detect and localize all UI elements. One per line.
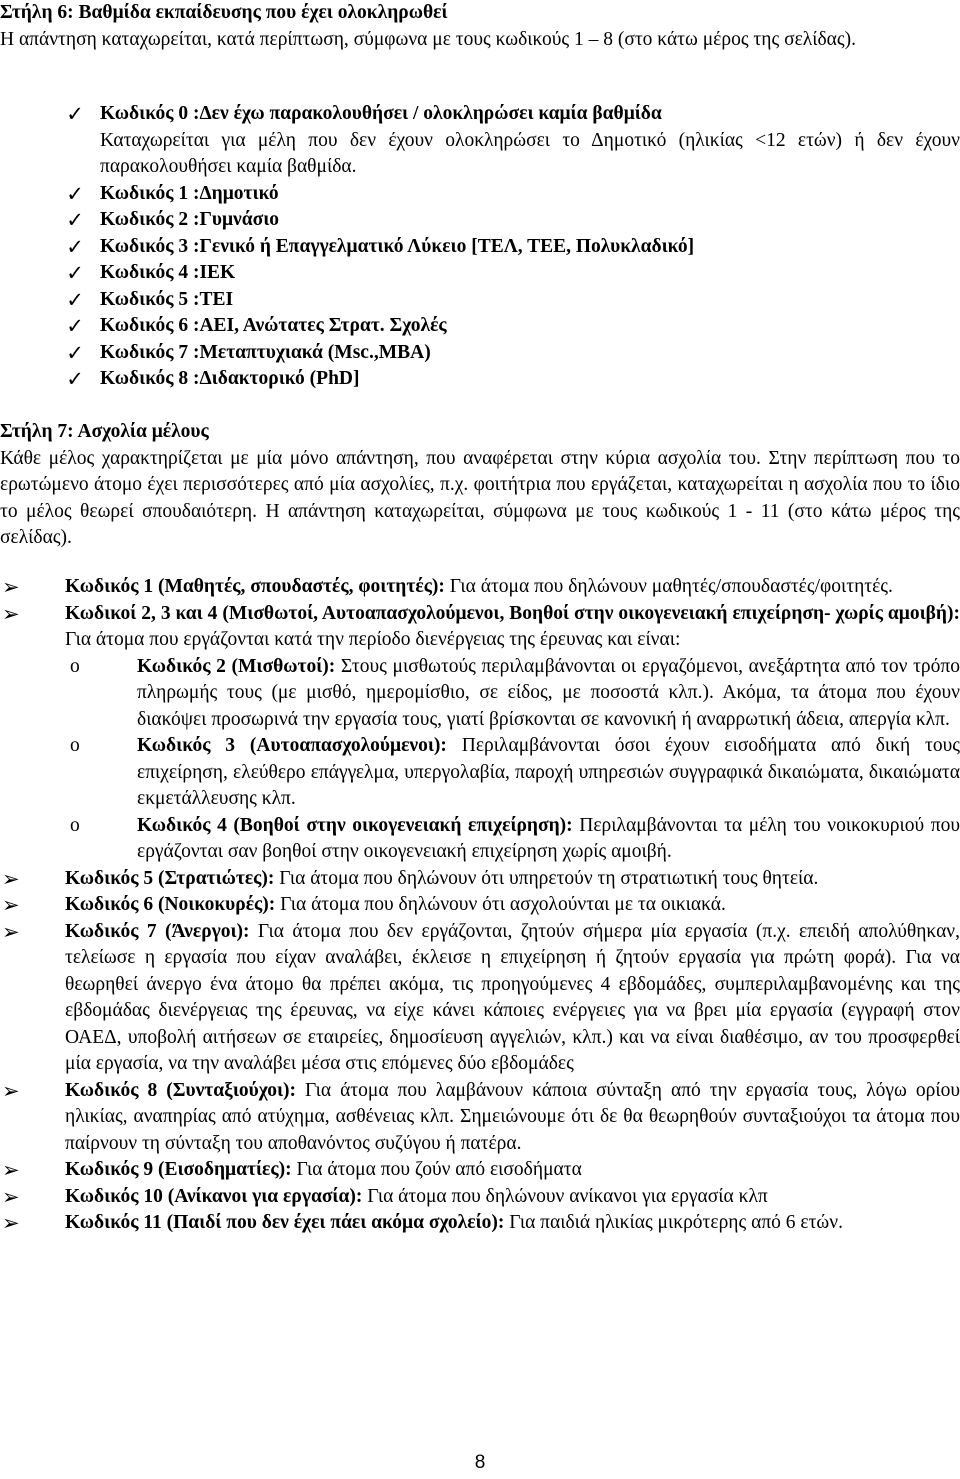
- list-item: [0, 1157, 960, 1184]
- circle-bullet-icon: o: [70, 814, 80, 836]
- list-item-text: Για παιδιά ηλικίας μικρότερης από 6 ετών.: [504, 1212, 843, 1233]
- list-item-title: Κωδικός 7 :Μεταπτυχιακά (Msc.,MBA): [100, 341, 431, 363]
- section-7: [0, 419, 960, 552]
- section-6-title: Στήλη 6: Βαθμίδα εκπαίδευσης που έχει ολοκληρωθεί: [0, 2, 448, 23]
- list-item-title: Κωδικός 6 (Νοικοκυρές):: [65, 894, 276, 915]
- sub-item-text: Περιλαμβάνονται όσοι έχουν εισοδήματα από δική τους επιχείρηση, ελεύθερο επάγγελμα, υπεργολαβία, παροχή υπηρεσιών συγγραφικά δικαιώματα, δικαιώματα εκμετάλλευσης κλπ.: [137, 735, 960, 809]
- arrow-bullet-icon: ➢: [2, 1078, 20, 1103]
- list-item-text: Καταχωρείται για μέλη που δεν έχουν ολοκληρώσει το Δημοτικό (ηλικίας <12 ετών) ή δεν έχουν παρακολουθήσει καμία βαθμίδα.: [100, 129, 960, 177]
- list-item: [0, 234, 960, 261]
- sub-item-text: Στους μισθωτούς περιλαμβάνονται οι εργαζόμενοι, ανεξάρτητα από τον τρόπο πληρωμής τους (με μισθό, ημερομίσθιο, σε είδος, με ποσοστά κλπ.). Ακόμα, τα άτομα που έχουν διακόψει προσωρινά την εργασία τους, γιατί βρίσκονται σε κανονική ή αναρρωτική άδεια, απεργία κλπ.: [137, 655, 960, 730]
- arrow-bullet-icon: ➢: [2, 1211, 20, 1235]
- checkmark-icon: ✓: [66, 261, 84, 285]
- checkmark-icon: ✓: [66, 314, 84, 338]
- list-item: [0, 1184, 960, 1211]
- list-item: [0, 866, 960, 893]
- list-item-title: Κωδικός 1 (Μαθητές, σπουδαστές, φοιτητές):: [65, 576, 445, 597]
- list-item-title: Κωδικός 3 :Γενικό ή Επαγγελματικό Λύκειο [ΤΕΛ, ΤΕΕ, Πολυκλαδικό]: [100, 235, 695, 257]
- list-item-title: Κωδικός 10 (Ανίκανοι για εργασία):: [65, 1185, 363, 1207]
- list-item: [0, 207, 960, 234]
- checkmark-icon: ✓: [66, 181, 84, 206]
- sub-item-title: Κωδικός 2 (Μισθωτοί):: [137, 655, 336, 677]
- sub-list-item: [0, 733, 960, 813]
- checkmark-icon: ✓: [66, 287, 84, 312]
- section-7-title: Στήλη 7: Ασχολία μέλους: [0, 421, 209, 442]
- arrow-bullet-icon: ➢: [2, 575, 20, 599]
- list-item: [0, 601, 960, 654]
- list-item-text: Για άτομα που δηλώνουν ότι υπηρετούν τη στρατιωτική τους θητεία.: [274, 867, 819, 889]
- arrow-bullet-icon: ➢: [2, 866, 20, 891]
- list-item-title: Κωδικός 4 :ΙΕΚ: [100, 262, 236, 283]
- list-item: [0, 340, 960, 367]
- list-item-title: Κωδικός 11 (Παιδί που δεν έχει πάει ακόμα σχολείο):: [65, 1212, 505, 1233]
- sub-item-title: Κωδικός 3 (Αυτοαπασχολούμενοι):: [137, 735, 447, 756]
- list-item-title: Κωδικός 5 :ΤΕΙ: [100, 288, 234, 310]
- list-item: [0, 574, 960, 601]
- section-6: [0, 0, 960, 53]
- sub-item-text: Περιλαμβάνονται τα μέλη του νοικοκυριού που εργάζονται σαν βοηθοί στην οικογενειακή επιχείρηση χωρίς αμοιβή.: [137, 814, 960, 862]
- list-item: [0, 366, 960, 393]
- page-number: 8: [474, 1452, 486, 1473]
- list-item-title: Κωδικός 0 :Δεν έχω παρακολουθήσει / ολοκληρώσει καμία βαθμίδα: [100, 103, 662, 124]
- list-item-title: Κωδικός 8 (Συνταξιούχοι):: [65, 1079, 297, 1101]
- checkmark-icon: ✓: [66, 208, 84, 232]
- list-item: [0, 181, 960, 208]
- sub-list-item: [0, 654, 960, 734]
- section-6-text: Η απάντηση καταχωρείται, κατά περίπτωση, σύμφωνα με τους κωδικούς 1 – 8 (στο κάτω μέρος της σελίδας).: [0, 28, 856, 50]
- list-item: [0, 1078, 960, 1158]
- arrow-bullet-icon: ➢: [2, 601, 20, 626]
- arrow-bullet-icon: ➢: [2, 1184, 20, 1209]
- list-item-title: Κωδικός 1 :Δημοτικό: [100, 182, 279, 204]
- checkmark-icon: ✓: [66, 367, 84, 391]
- list-item-text: Για άτομα που ζούν από εισοδήματα: [291, 1159, 582, 1180]
- circle-bullet-icon: o: [70, 655, 80, 677]
- arrow-bullet-icon: ➢: [2, 893, 20, 917]
- list-item: [0, 1210, 960, 1237]
- list-item-title: Κωδικός 2 :Γυμνάσιο: [100, 209, 280, 230]
- list-item-title: Κωδικός 9 (Εισοδηματίες):: [65, 1159, 292, 1180]
- list-item: [0, 101, 960, 181]
- list-item-text: Για άτομα που λαμβάνουν κάποια σύνταξη από την εργασία τους, λόγω ορίου ηλικίας, αναπηρίας από ατύχημα, ασθένειας κλπ. Σημειώνουμε ότι δε θα θεωρηθούν συνταξιούχοι τα άτομα που παίρνουν τη σύνταξη του αποθανόντος συζύγου ή πατέρα.: [65, 1079, 960, 1154]
- list-item-text: Για άτομα που δεν εργάζονται, ζητούν σήμερα μία εργασία (π.χ. επειδή απολύθηκαν, τελείωσε η εργασία που είχαν αναλάβει, έκλεισε η επιχείρηση ή ζητούν εργασία για πρώτη φορά). Για να θεωρηθεί άνεργο ένα άτομο θα πρέπει ακόμα, τις προηγούμενες 4 εβδομάδες, συμπεριλαμβανομένης και της εβδομάδας διενέργειας της έρευνας, να είχε κάνει κάποιες ενέργειες για να βρει μία εργασία (εγγραφή στον ΟΑΕΔ, υποβολή αιτήσεων σε εταιρείες, δημοσίευση αγγελιών, κλπ.) και να είναι διαθέσιμο, αν του προσφερθεί μία εργασία, να την αναλάβει μέσα στις επόμενες δύο εβδομάδες: [65, 920, 960, 1074]
- sub-list-item: [0, 813, 960, 866]
- sub-item-title: Κωδικός 4 (Βοηθοί στην οικογενειακή επιχείρηση):: [137, 814, 573, 836]
- checkmark-icon: ✓: [66, 340, 84, 365]
- list-item: [0, 919, 960, 1078]
- list-item-title: Κωδικός 8 :Διδακτορικό (PhD]: [100, 368, 360, 389]
- list-item-text: Για άτομα που εργάζονται κατά την περίοδο διενέργειας της έρευνας και είναι:: [65, 629, 681, 650]
- list-item-title: Κωδικοί 2, 3 και 4 (Μισθωτοί, Αυτοαπασχολούμενοι, Βοηθοί στην οικογενειακή επιχείρηση- χωρίς αμοιβή):: [65, 602, 960, 624]
- list-item: [0, 313, 960, 340]
- occupation-code-list: [0, 574, 960, 1237]
- list-item-title: Κωδικός 7 (Άνεργοι):: [65, 920, 250, 942]
- list-item-text: Για άτομα που δηλώνουν μαθητές/σπουδαστές/φοιτητές.: [444, 576, 893, 597]
- arrow-bullet-icon: ➢: [2, 1158, 20, 1182]
- list-item-title: Κωδικός 5 (Στρατιώτες):: [65, 867, 275, 889]
- list-item-title: Κωδικός 6 :ΑΕΙ, Ανώτατες Στρατ. Σχολές: [100, 315, 447, 336]
- list-item-text: Για άτομα που δηλώνουν ότι ασχολούνται με τα οικιακά.: [275, 894, 726, 915]
- list-item: [0, 892, 960, 919]
- education-code-list: [0, 101, 960, 393]
- checkmark-icon: ✓: [66, 102, 84, 126]
- list-item-text: Για άτομα που δηλώνουν ανίκανοι για εργασία κλπ: [362, 1185, 768, 1207]
- list-item: [0, 260, 960, 287]
- section-7-text: Κάθε μέλος χαρακτηρίζεται με μία μόνο απάντηση, που αναφέρεται στην κύρια ασχολία του. Στην περίπτωση που το ερωτώμενο άτομο έχει περισσότερες από μία ασχολίες, π.χ. φοιτήτρια που εργάζεται, καταχωρείται η ασχολία που το ίδιο το μέλος θεωρεί σπουδαιότερη. Η απάντηση καταχωρείται, σύμφωνα με τους κωδικούς 1 - 11 (στο κάτω μέρος της σελίδας).: [0, 447, 960, 548]
- arrow-bullet-icon: ➢: [2, 919, 20, 944]
- circle-bullet-icon: o: [70, 735, 80, 756]
- checkmark-icon: ✓: [66, 234, 84, 259]
- list-item: [0, 287, 960, 314]
